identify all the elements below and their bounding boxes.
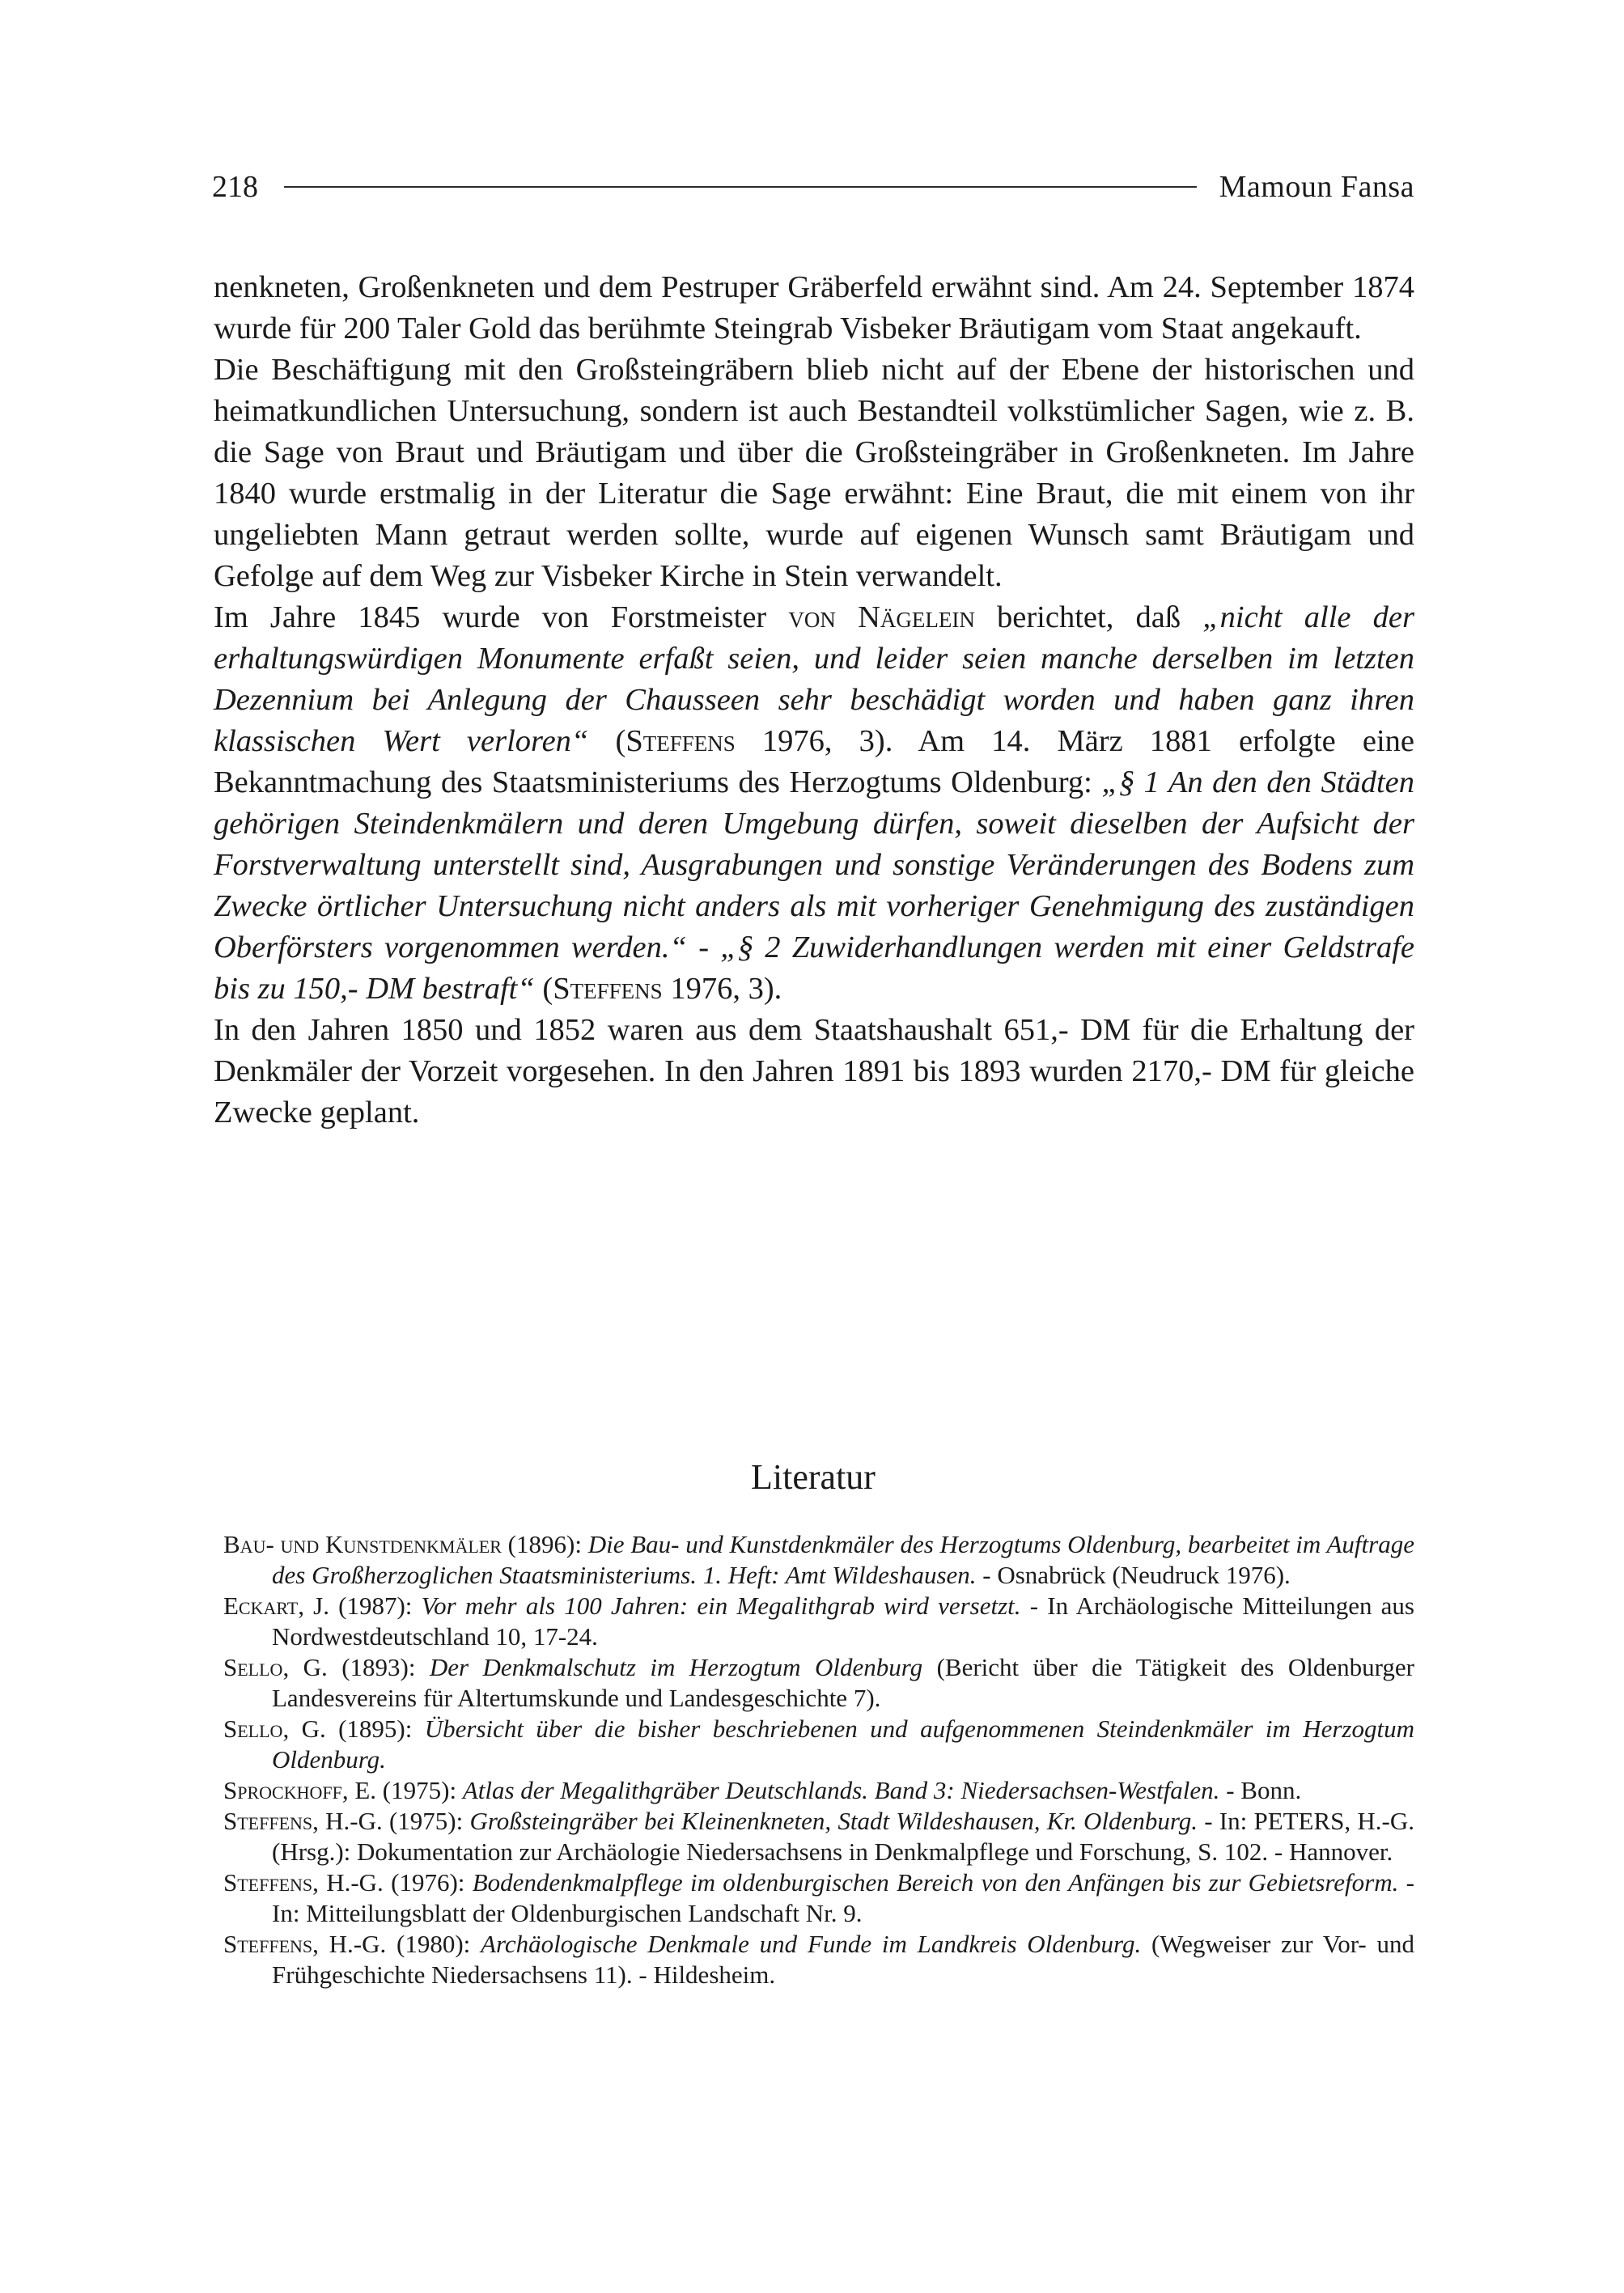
reference-source: - In Archäologische Mitteilungen aus Nordwestdeutschland 10, 17-24. bbox=[272, 1592, 1414, 1651]
quote: „nicht alle der erhaltungswürdigen Monumente erfaßt seien, und leider seien manche derselben im letzten Dezennium bei Anlegung der Chausseen sehr beschädigt worden und haben ganz ihren klassischen Wert verloren“ bbox=[214, 600, 1415, 758]
paragraph-1: nenkneten, Großenkneten und dem Pestruper Gräberfeld erwähnt sind. Am 24. September 1874 wurde für 200 Taler Gold das berühmte Steingrab Visbeker Bräutigam vom Staat angekauft. bbox=[214, 270, 1414, 345]
section-title: Literatur bbox=[751, 1457, 876, 1497]
paragraph-3 bbox=[214, 597, 1414, 1010]
reference-meta: , H.-G. (1976): bbox=[312, 1868, 473, 1897]
reference-author: Sprockhoff bbox=[223, 1776, 342, 1804]
reference-title: Übersicht über die bisher beschriebenen und aufgenommenen Steindenkmäler im Herzogtum Oldenburg. bbox=[272, 1714, 1414, 1774]
page-header bbox=[212, 167, 1414, 207]
reference-item bbox=[223, 1929, 1414, 1990]
reference-source: - In: Mitteilungsblatt der Oldenburgischen Landschaft Nr. 9. bbox=[272, 1868, 1415, 1927]
text-run: 1976, 3). bbox=[662, 972, 782, 1006]
reference-author: Eckart bbox=[223, 1592, 299, 1620]
reference-author: Steffens bbox=[223, 1807, 313, 1835]
reference-meta: , J. (1987): bbox=[298, 1592, 422, 1620]
running-head: Mamoun Fansa bbox=[1219, 170, 1414, 204]
author-name: von Nägelein bbox=[788, 600, 975, 634]
reference-item bbox=[223, 1591, 1414, 1652]
reference-meta: , G. (1893): bbox=[282, 1653, 430, 1681]
header-rule bbox=[284, 186, 1197, 188]
reference-title: Archäologische Denkmale und Funde im Landkreis Oldenburg. bbox=[481, 1930, 1142, 1958]
reference-title: Bodendenkmalpflege im oldenburgischen Bereich von den Anfängen bis zur Gebietsreform. bbox=[472, 1868, 1399, 1897]
reference-title: Vor mehr als 100 Jahren: ein Megalithgrab wird versetzt. bbox=[421, 1592, 1021, 1620]
reference-title: Die Bau- und Kunstdenkmäler des Herzogtums Oldenburg, bearbeitet im Auftrage des Großherzoglichen Staatsministeriums. 1. Heft: Amt Wildeshausen. bbox=[272, 1530, 1414, 1589]
text-run: ( bbox=[534, 972, 553, 1006]
reference-author: Bau- und Kunstdenkmäler bbox=[223, 1530, 502, 1558]
reference-meta: , H.-G. (1975): bbox=[312, 1807, 470, 1835]
reference-author: Steffens bbox=[223, 1868, 313, 1897]
quote: „§ 1 An den den Städten gehörigen Steindenkmälern und deren Umgebung dürfen, soweit dieselben der Aufsicht der Forstverwaltung unterstellt sind, Ausgrabungen und sonstige Veränderungen des Bodens zum Zwecke örtlicher Untersuchung nicht anders als mit vorheriger Genehmigung des zuständigen Oberförsters vorgenommen werden.“ bbox=[214, 765, 1414, 964]
reference-meta: , G. (1895): bbox=[282, 1714, 425, 1743]
reference-item bbox=[223, 1652, 1414, 1714]
text-run: ( bbox=[588, 724, 626, 758]
reference-meta: (1896): bbox=[501, 1530, 588, 1558]
reference-meta: , E. (1975): bbox=[341, 1776, 463, 1804]
reference-source: - In: PETERS, H.-G. (Hrsg.): Dokumentation zur Archäologie Niedersachsens in Denkmalpflege und Forschung, S. 102. - Hannover. bbox=[272, 1807, 1414, 1866]
text-run: - bbox=[686, 930, 721, 964]
reference-item bbox=[223, 1529, 1414, 1591]
paragraph-4: In den Jahren 1850 und 1852 waren aus dem Staatshaushalt 651,- DM für die Erhaltung der Denkmäler der Vorzeit vorgesehen. In den Jahren 1891 bis 1893 wurden 2170,- DM für gleiche Zwecke geplant. bbox=[214, 1013, 1414, 1130]
reference-list bbox=[223, 1529, 1414, 1990]
reference-title: Der Denkmalschutz im Herzogtum Oldenburg bbox=[429, 1653, 923, 1681]
reference-source: - Osnabrück (Neudruck 1976). bbox=[976, 1561, 1291, 1589]
reference-source: (Wegweiser zur Vor- und Frühgeschichte Niedersachsens 11). - Hildesheim. bbox=[272, 1930, 1414, 1989]
reference-meta: , H.-G. (1980): bbox=[312, 1930, 481, 1958]
reference-item bbox=[223, 1806, 1414, 1867]
quote: „§ 2 Zuwiderhandlungen werden mit einer Geldstrafe bis zu 150,- DM bestraft“ bbox=[214, 930, 1414, 1006]
text-run: 1976, 3). Am 14. März 1881 erfolgte eine Bekanntmachung des Staatsministeriums des Herzogtums Oldenburg: bbox=[214, 724, 1415, 799]
reference-title: Atlas der Megalithgräber Deutschlands. Band 3: Niedersachsen-Westfalen. bbox=[462, 1776, 1220, 1804]
reference-item bbox=[223, 1775, 1414, 1806]
citation-author: Steffens bbox=[625, 724, 736, 758]
page-number: 218 bbox=[212, 170, 258, 204]
reference-item bbox=[223, 1867, 1414, 1929]
reference-author: Sello bbox=[223, 1714, 283, 1743]
paragraph-2: Die Beschäftigung mit den Großsteingräbern blieb nicht auf der Ebene der historischen und heimatkundlichen Untersuchung, sondern ist auch Bestandteil volkstümlicher Sagen, wie z. B. die Sage von Braut und Bräutigam und über die Großsteingräber in Großenkneten. Im Jahre 1840 wurde erstmalig in der Literatur die Sage erwähnt: Eine Braut, die mit einem von ihr ungeliebten Mann getraut werden sollte, wurde auf eigenen Wunsch samt Bräutigam und Gefolge auf dem Weg zur Visbeker Kirche in Stein verwandelt. bbox=[214, 353, 1414, 593]
reference-item bbox=[223, 1714, 1414, 1775]
text-run: Im Jahre 1845 wurde von Forstmeister bbox=[214, 600, 789, 634]
text-run: berichtet, daß bbox=[974, 600, 1203, 634]
reference-source: (Bericht über die Tätigkeit des Oldenburger Landesvereins für Altertumskunde und Landesgeschichte 7). bbox=[272, 1653, 1414, 1712]
citation-author: Steffens bbox=[553, 972, 663, 1006]
reference-source: - Bonn. bbox=[1219, 1776, 1302, 1804]
reference-title: Großsteingräber bei Kleinenkneten, Stadt Wildeshausen, Kr. Oldenburg. bbox=[469, 1807, 1198, 1835]
body-text bbox=[214, 267, 1414, 1134]
reference-author: Steffens bbox=[223, 1930, 313, 1958]
reference-author: Sello bbox=[223, 1653, 283, 1681]
